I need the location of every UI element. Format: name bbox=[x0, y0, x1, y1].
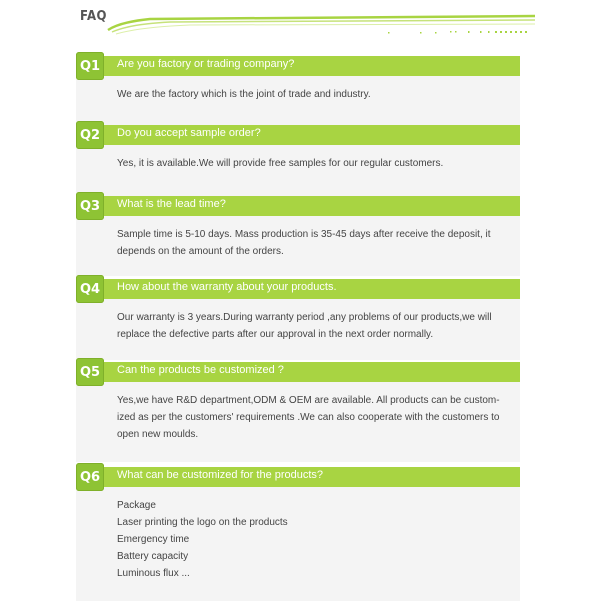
answer-panel bbox=[76, 76, 520, 127]
answer-line: Battery capacity bbox=[117, 551, 189, 562]
faq-item-q6 bbox=[76, 467, 520, 601]
answer-line: open new moulds. bbox=[117, 429, 199, 440]
answer-panel bbox=[76, 216, 520, 276]
answer-line: Emergency time bbox=[117, 534, 190, 545]
question-number-badge: Q6 bbox=[76, 463, 104, 491]
answer-line: ized as per the customers' requirements .We can also cooperate with the customers to bbox=[117, 412, 500, 423]
answer-line: Luminous flux ... bbox=[117, 568, 190, 579]
question-number-badge: Q4 bbox=[76, 275, 104, 303]
answer-panel bbox=[76, 382, 520, 462]
question-bar bbox=[76, 196, 520, 216]
answer-panel bbox=[76, 145, 520, 199]
question-text: Are you factory or trading company? bbox=[117, 58, 295, 70]
answer-line: Our warranty is 3 years.During warranty period ,any problems of our products,we will bbox=[117, 312, 492, 323]
faq-item-q5 bbox=[76, 362, 520, 462]
question-text: What is the lead time? bbox=[117, 198, 226, 210]
question-text: What can be customized for the products? bbox=[117, 469, 324, 481]
question-bar bbox=[76, 279, 520, 299]
answer-panel bbox=[76, 299, 520, 360]
faq-item-q2 bbox=[76, 125, 520, 199]
page-title: FAQ bbox=[80, 9, 107, 24]
answer-line: Yes,we have R&D department,ODM & OEM are available. All products can be custom- bbox=[117, 395, 500, 406]
question-text: Do you accept sample order? bbox=[117, 127, 261, 139]
faq-item-q3 bbox=[76, 196, 520, 276]
answer-line: depends on the amount of the orders. bbox=[117, 246, 284, 257]
question-bar bbox=[76, 56, 520, 76]
answer-line: replace the defective parts after our approval in the next order normally. bbox=[117, 329, 434, 340]
faq-item-q1 bbox=[76, 56, 520, 127]
faq-header bbox=[0, 0, 600, 46]
answer-line: Laser printing the logo on the products bbox=[117, 517, 288, 528]
question-bar bbox=[76, 467, 520, 487]
question-number-badge: Q3 bbox=[76, 192, 104, 220]
question-number-badge: Q1 bbox=[76, 52, 104, 80]
answer-panel bbox=[76, 487, 520, 601]
answer-line: We are the factory which is the joint of trade and industry. bbox=[117, 89, 371, 100]
question-number-badge: Q5 bbox=[76, 358, 104, 386]
answer-line: Yes, it is available.We will provide free samples for our regular customers. bbox=[117, 158, 444, 169]
question-bar bbox=[76, 125, 520, 145]
question-bar bbox=[76, 362, 520, 382]
answer-line: Package bbox=[117, 500, 156, 511]
question-number-badge: Q2 bbox=[76, 121, 104, 149]
question-text: Can the products be customized ? bbox=[117, 364, 284, 376]
question-text: How about the warranty about your products. bbox=[117, 281, 337, 293]
answer-line: Sample time is 5-10 days. Mass production is 35-45 days after receive the deposit, it bbox=[117, 229, 491, 240]
faq-item-q4 bbox=[76, 279, 520, 360]
